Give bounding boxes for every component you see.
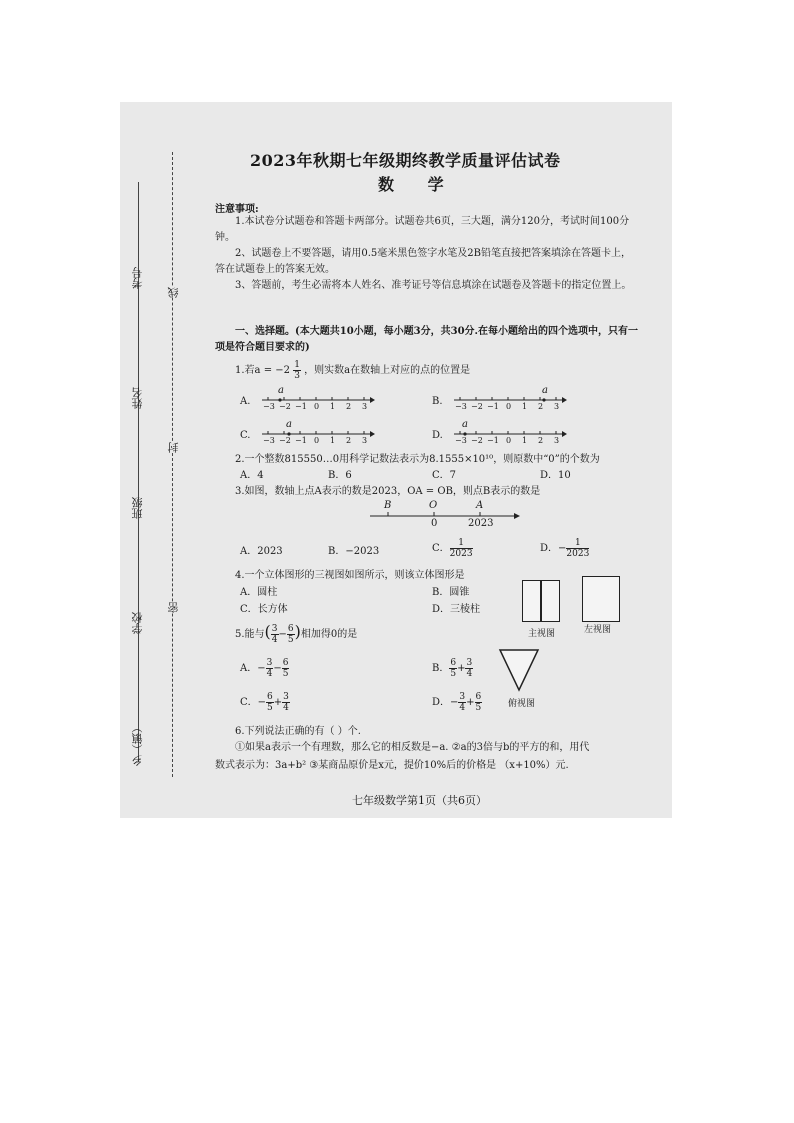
field-school: 学校 xyxy=(131,612,144,634)
field-name: 姓名 xyxy=(131,387,144,409)
field-exam-number: 考号 xyxy=(131,267,144,289)
q3-label-b: B xyxy=(384,500,392,511)
q5-option-c[interactable]: C．− $\frac{6}{5}$ + $\frac{3}{4}$ xyxy=(240,692,289,713)
seal-line: 线 xyxy=(167,287,180,298)
subject-title: 数 学 xyxy=(378,175,458,194)
q3-option-d[interactable]: D．− $\frac{1}{2023}$ xyxy=(540,538,590,559)
q5-stem: 5.能与( $\frac{3}{4}$ − $\frac{6}{5}$ )相加得0的是 xyxy=(235,622,358,645)
q4-option-d[interactable]: D．三棱柱 xyxy=(432,604,481,615)
top-view-label: 俯视图 xyxy=(508,699,536,709)
q3-numberline xyxy=(370,508,520,524)
q1-option-d[interactable]: D. xyxy=(432,430,443,441)
exam-sheet: 考号 姓名 班级 学校 乡（镇） 线 封 密 2023年秋期七年级期终教学质量评估试卷 数 学 注意事项: 1.本试卷分试题卷和答题卡两部分。试题卷共6页，三大题，满分120分，考试时间100分钟。 2、试题卷上不要答题，请用0.5毫米黑色签字水笔及2B铅笔直接把答案填涂在答题卡上，答在试题卷上的答案无效。 3、答题前，考生必需将本人姓名、准考证号等信息填涂在试题卷及答题卡的指定位置上。 一、选择题。(本大题共10小题，每小题3分，共30分.在每小题给出的四个选项中，只有一项是符合题目要求的) 1.若a = −2 $\frac{1}{3}$ ，则实数a在数轴上对应的点的位置是 A. −3 −2 −1 0 1 2 3 a B. −3 −2 −1 0 1 2 3 a C. −3 −2 −1 0 1 2 3 a D. −3 −2 −1 0 1 2 3 a 2.一个整数815550…0用科学记数法表示为8.1555×10¹⁰，则原数中“0”的个数为 A．4 B．6 C．7 D．10 3.如图，数轴上点A表示的数是2023，OA = OB，则点B表示的数是 B O A 0 2023 A．2023 B．−2023 C． $\frac{1}{2023}$ D．− $\frac{1}{2023}$ 4.一个立体图形的三视图如图所示，则该立体图形是 A．圆柱 B．圆锥 C．长方体 D．三棱柱 主视图 左视图 俯视图 5.能与( $\frac{3}{4}$ − $\frac{6}{5}$ )相加得0的是 A．− $\frac{3}{4}$ − $\frac{6}{5}$ B． $\frac{6}{5}$ + $\frac{3}{4}$ C．− $\frac{6}{5}$ + $\frac{3}{4}$ D．− $\frac{3}{4}$ + $\frac{6}{5}$ 6.下列说法正确的有（ ）个. ①如果a表示一个有理数，那么它的相反数是−a. ②a的3倍与b的平方的和，用代 数式表示为：3a+b² ③某商品原价是x元，提价10%后的价格是 （x+10%）元. 七年级数学第1页（共6页） xyxy=(120,102,672,818)
q3-option-b[interactable]: B．−2023 xyxy=(328,546,380,557)
q4-stem: 4.一个立体图形的三视图如图所示，则该立体图形是 xyxy=(235,570,465,581)
seal-seal: 封 xyxy=(167,442,180,453)
q3-label-o: O xyxy=(429,500,438,511)
q6-line-2: 数式表示为：3a+b² ③某商品原价是x元，提价10%后的价格是 （x+10%）元. xyxy=(215,760,569,771)
page-footer: 七年级数学第1页（共6页） xyxy=(352,794,487,807)
q1-option-b[interactable]: B. xyxy=(432,396,443,407)
page-title: 2023年秋期七年级期终教学质量评估试卷 xyxy=(250,151,561,170)
q3-option-c[interactable]: C． $\frac{1}{2023}$ xyxy=(432,538,473,559)
q4-option-a[interactable]: A．圆柱 xyxy=(240,587,278,598)
q3-stem: 3.如图，数轴上点A表示的数是2023，OA = OB，则点B表示的数是 xyxy=(235,486,541,497)
q6-line-1: ①如果a表示一个有理数，那么它的相反数是−a. ②a的3倍与b的平方的和，用代 xyxy=(235,742,590,753)
q2-option-b[interactable]: B．6 xyxy=(328,470,352,481)
field-township: 乡（镇） xyxy=(131,722,144,766)
notice-item-3: 3、答题前，考生必需将本人姓名、准考证号等信息填涂在试题卷及答题卡的指定位置上。 xyxy=(235,280,632,291)
front-view-figure xyxy=(522,580,560,622)
field-class: 班级 xyxy=(131,497,144,519)
q3-label-2023: 2023 xyxy=(468,518,494,529)
q1-point-label-d: a xyxy=(462,419,468,430)
left-view-label: 左视图 xyxy=(584,625,612,635)
q1-option-a[interactable]: A. xyxy=(240,396,251,407)
q1-point-label-a: a xyxy=(278,385,284,396)
q1-point-label-b: a xyxy=(542,385,548,396)
q2-stem: 2.一个整数815550…0用科学记数法表示为8.1555×10¹⁰，则原数中“0”的个数为 xyxy=(235,454,600,465)
q1-stem: 1.若a = −2 $\frac{1}{3}$ ，则实数a在数轴上对应的点的位置是 xyxy=(235,360,471,381)
notice-item-2: 2、试题卷上不要答题，请用0.5毫米黑色签字水笔及2B铅笔直接把答案填涂在答题卡上，答在试题卷上的答案无效。 xyxy=(215,248,631,275)
q1-point-label-c: a xyxy=(286,419,292,430)
notice-item-1: 1.本试卷分试题卷和答题卡两部分。试题卷共6页，三大题，满分120分，考试时间100分钟。 xyxy=(215,216,630,243)
q2-option-d[interactable]: D．10 xyxy=(540,470,571,481)
q6-stem: 6.下列说法正确的有（ ）个. xyxy=(235,726,361,737)
tick: −3 xyxy=(263,402,275,411)
q5-option-a[interactable]: A．− $\frac{3}{4}$ − $\frac{6}{5}$ xyxy=(240,658,289,679)
q2-option-c[interactable]: C．7 xyxy=(432,470,457,481)
q4-option-b[interactable]: B．圆锥 xyxy=(432,587,470,598)
q5-option-d[interactable]: D．− $\frac{3}{4}$ + $\frac{6}{5}$ xyxy=(432,692,482,713)
section1-heading: 一、选择题。(本大题共10小题，每小题3分，共30分.在每小题给出的四个选项中，只有一项是符合题目要求的) xyxy=(215,326,639,353)
front-view-label: 主视图 xyxy=(528,629,556,639)
left-view-figure xyxy=(582,576,620,622)
binding-dashed-line xyxy=(172,152,174,777)
q1-fraction: $\frac{1}{3}$ xyxy=(294,360,300,381)
q4-option-c[interactable]: C．长方体 xyxy=(240,604,288,615)
q5-option-b[interactable]: B． $\frac{6}{5}$ + $\frac{3}{4}$ xyxy=(432,658,473,679)
seal-secret: 密 xyxy=(167,602,180,613)
q3-label-zero: 0 xyxy=(431,518,438,529)
q1-option-c[interactable]: C. xyxy=(240,430,251,441)
notice-heading: 注意事项: xyxy=(215,204,259,215)
q2-option-a[interactable]: A．4 xyxy=(240,470,264,481)
q3-option-a[interactable]: A．2023 xyxy=(240,546,283,557)
q3-label-a: A xyxy=(476,500,484,511)
top-view-figure xyxy=(498,648,540,692)
